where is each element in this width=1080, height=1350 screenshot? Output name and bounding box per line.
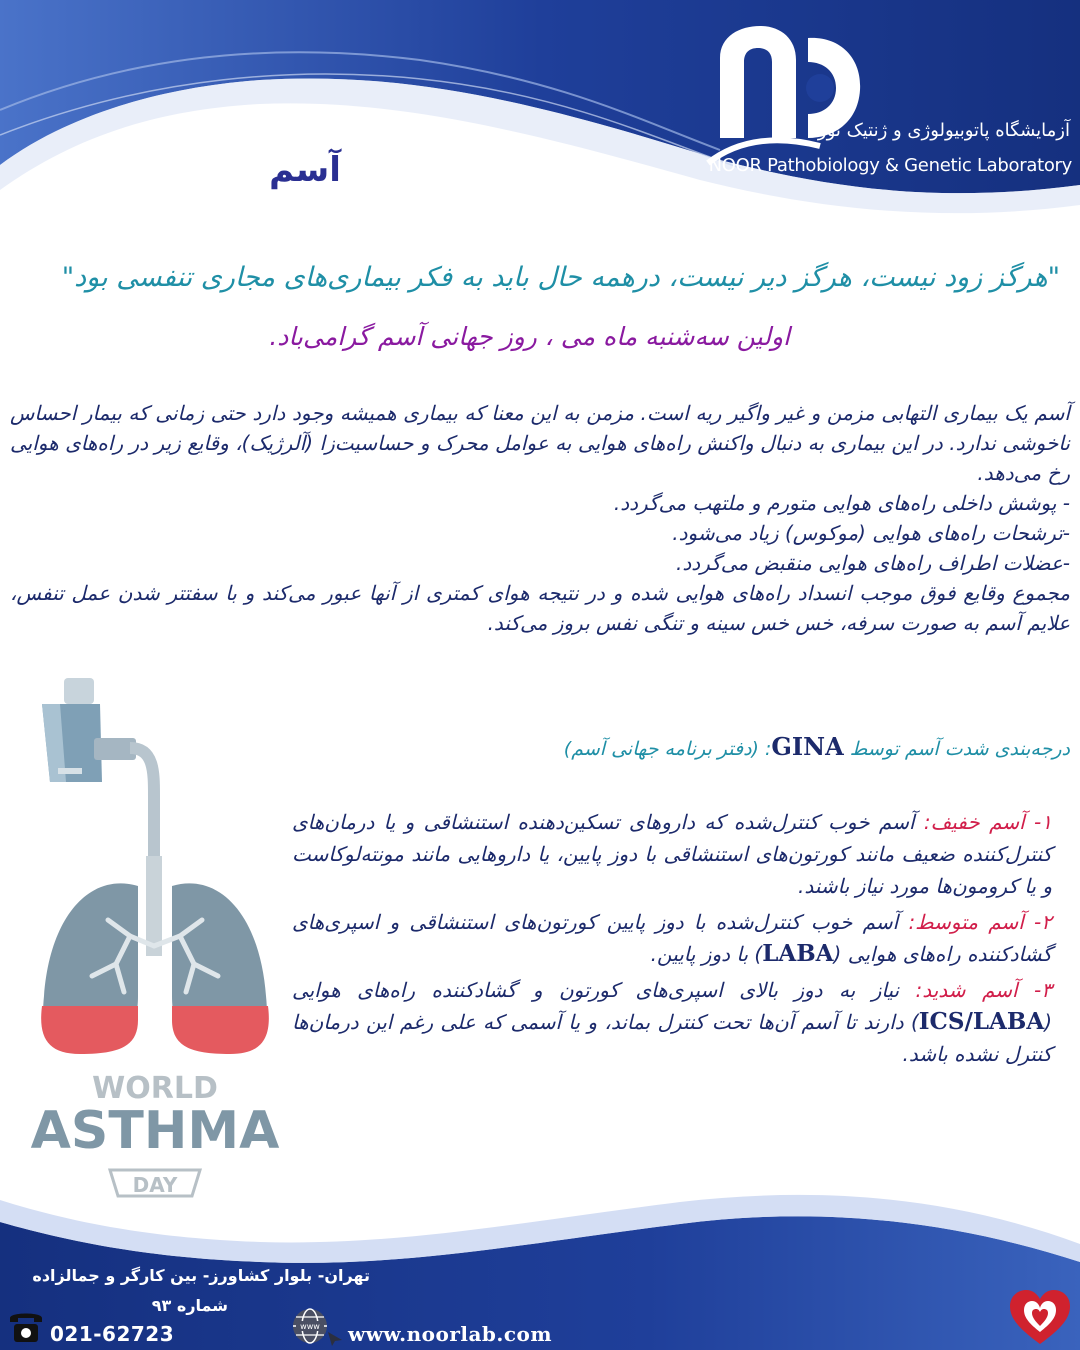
slogan-quote: "هرگز زود نیست، هرگز دیر نیست، درهمه حال باید به فکر بیماری‌های مجاری تنفسی بود": [61, 262, 1060, 293]
page-title: آسم: [269, 150, 341, 190]
level-abbr: ICS/LABA: [918, 1008, 1045, 1035]
severity-levels: [292, 806, 1052, 1074]
level-item: [292, 806, 1052, 902]
level-label: ۳- آسم شدید:: [915, 978, 1052, 1002]
globe-www-icon: [288, 1306, 344, 1346]
address-line-2: شماره ۹۳: [151, 1296, 228, 1315]
www-label: www: [300, 1322, 320, 1331]
lab-name-fa: آزمایشگاه پاتوبیولوژی و ژنتیک نور: [817, 120, 1070, 141]
illustration-world: WORLD: [92, 1071, 218, 1106]
level-item: [292, 974, 1052, 1070]
inhaler-icon: [42, 678, 154, 856]
world-asthma-day-note: اولین سه‌شنبه ماه می ، روز جهانی آسم گرامی‌باد.: [269, 322, 790, 351]
intro-section: [10, 398, 1070, 638]
intro-paragraph: آسم یک بیماری التهابی مزمن و غیر واگیر ریه است. مزمن به این معنا که بیماری همیشه وجود دارد حتی زمانی که بیمار احساس ناخوشی ندارد. در این بیماری به دنبال واکنش راه‌های هوایی به عوامل محرک و حساسیت‌زا (آلرژیک)، وقایع زیر در راه‌های هوایی رخ می‌دهد.: [10, 401, 1070, 485]
level-text: آسم خوب کنترل‌شده با دوز پایین کورتون‌های استنشاقی و اسپری‌های گشادکننده راه‌های هوایی (: [292, 910, 1052, 966]
phone-number[interactable]: 021-62723: [50, 1322, 175, 1346]
bullet-item: -عضلات اطراف راه‌های هوایی منقبض می‌گردد.: [675, 551, 1070, 575]
lab-name-en: NOOR Pathobiology & Genetic Laboratory: [708, 155, 1072, 176]
world-asthma-day-illustration: [20, 676, 290, 1206]
address-line-1: تهران- بلوار کشاورز- بین کارگر و جمالزاده: [32, 1266, 370, 1285]
heart-logo-icon: [1008, 1288, 1072, 1346]
gina-abbr: GINA: [771, 732, 844, 761]
level-text: ) با دوز پایین.: [650, 942, 763, 966]
level-text: آسم خوب کنترل‌شده که داروهای تسکین‌دهنده استنشاقی و یا درمان‌های کنترل‌کننده ضعیف مانند کورتون‌های استنشاقی با دوز پایین، یا داروهایی مانند مونته‌لوکاست و یا کرومون‌ها مورد نیاز باشند.: [292, 810, 1052, 898]
gina-heading: [310, 732, 1070, 761]
illustration-day: DAY: [132, 1173, 178, 1197]
level-text: نیاز به دوز بالای اسپری‌های کورتون و گشادکننده راه‌های هوایی (: [292, 978, 1052, 1034]
telephone-icon: [6, 1306, 46, 1346]
level-label: ۱- آسم خفیف:: [923, 810, 1052, 834]
illustration-asthma: ASTHMA: [30, 1101, 280, 1161]
level-text: ) دارند تا آسم آن‌ها تحت کنترل بماند، و یا آسمی که علی رغم این درمان‌ها کنترل نشده باشد.: [292, 1010, 1052, 1066]
bullet-item: -ترشحات راه‌های هوایی (موکوس) زیاد می‌شود.: [672, 521, 1070, 545]
gina-suffix: : (دفتر برنامه جهانی آسم): [563, 738, 772, 760]
bullet-item: - پوشش داخلی راه‌های هوایی متورم و ملتهب می‌گردد.: [613, 491, 1070, 515]
level-item: [292, 906, 1052, 970]
noor-logo: [700, 18, 870, 168]
gina-prefix: درجه‌بندی شدت آسم توسط: [849, 738, 1070, 760]
website-link[interactable]: www.noorlab.com: [348, 1322, 553, 1346]
summary-paragraph: مجموع وقایع فوق موجب انسداد راه‌های هوایی شده و در نتیجه هوای کمتری از آنها عبور می‌کند و با سفتتر شدن عمل تنفس، علایم آسم به صورت سرفه، خس خس سینه و تنگی نفس بروز می‌کند.: [10, 581, 1070, 635]
level-label: ۲- آسم متوسط:: [908, 910, 1053, 934]
level-abbr: LABA: [762, 940, 834, 967]
